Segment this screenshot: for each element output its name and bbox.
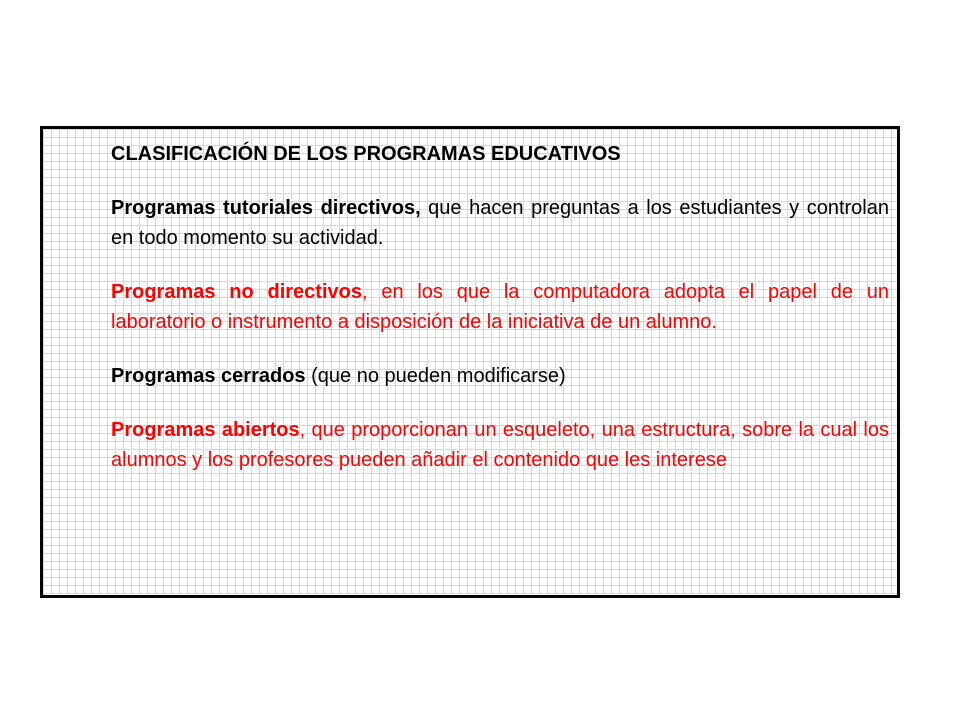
paragraph-abiertos bbox=[111, 415, 889, 475]
content-box bbox=[40, 126, 900, 598]
paragraph-tutoriales-directivos bbox=[111, 193, 889, 253]
desc-tutoriales-directivos: que hacen preguntas a los estudiantes y controlan en todo momento su actividad. bbox=[111, 197, 889, 249]
content-text bbox=[111, 139, 889, 475]
term-cerrados: Programas cerrados bbox=[111, 365, 306, 387]
paragraph-cerrados bbox=[111, 361, 889, 391]
page-title: CLASIFICACIÓN DE LOS PROGRAMAS EDUCATIVOS bbox=[111, 143, 621, 165]
desc-no-directivos: , en los que la computadora adopta el papel de un laboratorio o instrumento a disposición de la iniciativa de un alumno. bbox=[111, 281, 889, 333]
paragraph-no-directivos bbox=[111, 277, 889, 337]
term-no-directivos: Programas no directivos bbox=[111, 281, 362, 303]
desc-cerrados: (que no pueden modificarse) bbox=[305, 365, 566, 387]
desc-abiertos: , que proporcionan un esqueleto, una estructura, sobre la cual los alumnos y los profesores pueden añadir el contenido que les interese bbox=[111, 419, 889, 471]
term-tutoriales-directivos: Programas tutoriales directivos, bbox=[111, 197, 421, 219]
term-abiertos: Programas abiertos bbox=[111, 419, 300, 441]
